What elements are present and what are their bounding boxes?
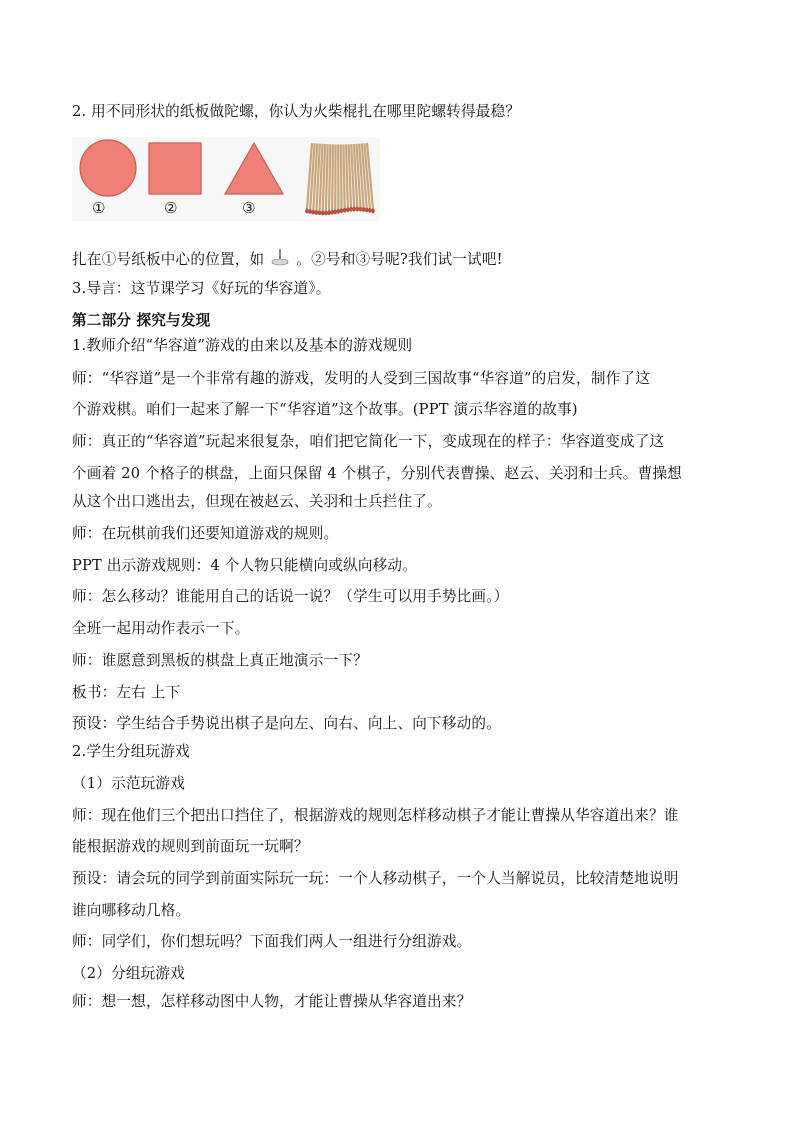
answer-line (72, 247, 732, 273)
matchstick-head (371, 209, 375, 214)
matchstick-head (362, 207, 366, 212)
paragraph-line: 板书：左右 上下 (72, 684, 181, 701)
paragraph-line: 师：“华容道”是一个非常有趣的游戏，发明的人受到三国故事“华容道”的启发，制作了这 (72, 370, 651, 387)
matchstick-head (330, 210, 334, 215)
matchstick-head (346, 207, 350, 212)
matchstick (332, 144, 333, 210)
matchstick-head (311, 210, 315, 215)
matchstick-head (327, 210, 331, 215)
matchstick-head (305, 209, 309, 214)
matchstick-head (349, 207, 353, 212)
shape-label-2: ② (164, 199, 178, 217)
matchstick (329, 144, 330, 210)
paragraph-line: 预设：学生结合手势说出棋子是向左、向右、向上、向下移动的。 (72, 715, 502, 732)
paragraph-line: 师：同学们，你们想玩吗？下面我们两人一组进行分组游戏。 (72, 933, 472, 950)
matchstick-head (343, 208, 347, 213)
matchstick-head (324, 211, 328, 216)
paragraph-line: （2）分组玩游戏 (72, 965, 186, 982)
paragraph-line: 师：怎么移动？谁能用自己的话说一说？（学生可以用手势比画。） (72, 588, 509, 605)
paragraph-line: 个游戏棋。咱们一起来了解一下“华容道”这个故事。(PPT 演示华容道的故事) (72, 401, 578, 418)
intro-line: 3.导言：这节课学习《好玩的华容道》。 (72, 280, 331, 297)
matchstick (341, 144, 342, 208)
section-heading: 第二部分 探究与发现 (72, 312, 211, 329)
paragraph-line: 师：想一想，怎样移动图中人物，才能让曹操从华容道出来？ (72, 993, 472, 1010)
paragraph-line: 2.学生分组玩游戏 (72, 743, 190, 760)
spinning-top-shapes-figure (72, 137, 380, 221)
paragraph-line: （1）示范玩游戏 (72, 775, 186, 792)
paragraph-line: 师：现在他们三个把出口挡住了，根据游戏的规则怎样移动棋子才能让曹操从华容道出来？谁 (72, 807, 679, 824)
paragraph-line: 1.教师介绍“华容道”游戏的由来以及基本的游戏规则 (72, 337, 413, 354)
answer-text-after: 。②号和③号呢?我们试一试吧! (296, 251, 503, 268)
paragraph-line: 谁向哪移动几格。 (72, 902, 191, 919)
shape-label-1: ① (92, 199, 106, 217)
circle-cardboard (80, 140, 136, 196)
matchstick-head (333, 209, 337, 214)
matchstick (346, 144, 348, 207)
paragraph-line: PPT 出示游戏规则：4 个人物只能横向或纵向移动。 (72, 557, 418, 574)
triangle-cardboard (225, 143, 283, 194)
matchstick-head (355, 207, 359, 212)
answer-text-before: 扎在①号纸板中心的位置，如 (72, 251, 265, 268)
matchstick-head (315, 210, 319, 215)
paragraph-line: 师：真正的“华容道”玩起来很复杂，咱们把它简化一下，变成现在的样子：华容道变成了这 (72, 433, 665, 450)
matchstick-head (352, 207, 356, 212)
shapes-illustration (72, 137, 380, 221)
matchstick-head (337, 209, 341, 214)
paragraph-line: 预设：请会玩的同学到前面实际玩一玩：一个人移动棋子，一个人当解说员，比较清楚地说明 (72, 870, 679, 887)
question-2: 2. 用不同形状的纸板做陀螺，你认为火柴棍扎在哪里陀螺转得最稳？ (72, 103, 521, 120)
matchstick-head (340, 208, 344, 213)
matchsticks-bundle (305, 143, 375, 215)
matchstick-head (359, 207, 363, 212)
paragraph-line: 师：在玩棋前我们还要知道游戏的规则。 (72, 525, 339, 542)
paragraph-line: 个画着 20 个格子的棋盘，上面只保留 4 个棋子，分别代表曹操、赵云、关羽和士兵。曹操想 (72, 465, 682, 482)
paragraph-line: 全班一起用动作表示一下。 (72, 620, 250, 637)
paragraph-line: 从这个出口逃出去，但现在被赵云、关羽和士兵拦住了。 (72, 493, 442, 510)
shape-label-3: ③ (242, 199, 256, 217)
matchstick (326, 144, 328, 211)
matchstick-head (365, 207, 369, 212)
square-cardboard (149, 143, 201, 194)
matchstick-head (308, 209, 312, 214)
spinning-top-icon (270, 247, 290, 273)
matchstick (343, 144, 344, 208)
paragraph-line: 师：谁愿意到黑板的棋盘上真正地演示一下？ (72, 652, 368, 669)
matchstick-head (368, 208, 372, 213)
matchstick-head (318, 210, 322, 215)
matchstick-head (321, 211, 325, 216)
paragraph-line: 能根据游戏的规则到前面玩一玩啊？ (72, 838, 309, 855)
